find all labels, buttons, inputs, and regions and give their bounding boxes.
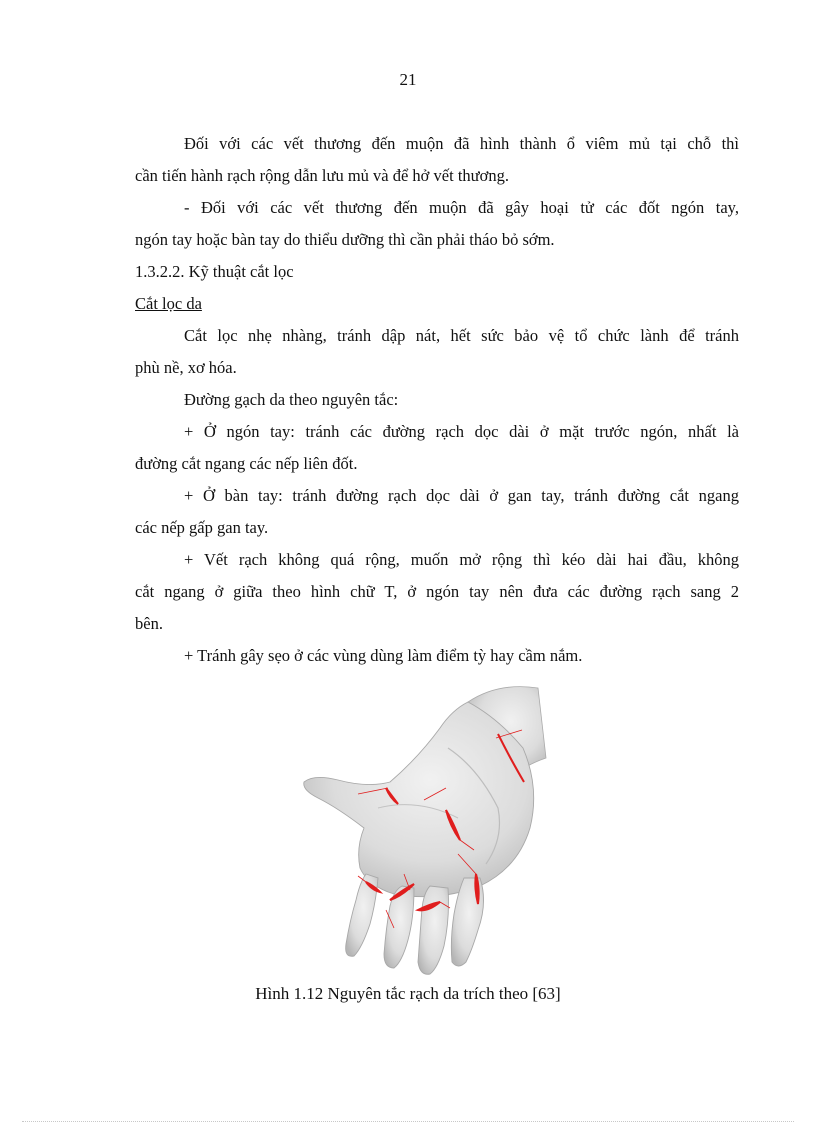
paragraph-line: + Ở bàn tay: tránh đường rạch dọc dài ở gan tay, tránh đường cắt ngang <box>184 486 739 505</box>
paragraph-line: cắt ngang ở giữa theo hình chữ T, ở ngón tay nên đưa các đường rạch sang 2 <box>135 582 739 601</box>
paragraph-line: phù nề, xơ hóa. <box>135 358 237 377</box>
paragraph-line: + Tránh gây sẹo ở các vùng dùng làm điểm tỳ hay cầm nắm. <box>184 646 583 665</box>
ring-finger <box>384 886 414 968</box>
paragraph-line: + Ở ngón tay: tránh các đường rạch dọc dài ở mặt trước ngón, nhất là <box>184 422 739 441</box>
subsection-heading: Cắt lọc da <box>135 294 202 313</box>
page-bottom-divider <box>22 1121 794 1122</box>
paragraph-line: bên. <box>135 614 163 633</box>
palm <box>304 702 534 897</box>
body-text <box>135 128 739 672</box>
figure-caption: Hình 1.12 Nguyên tắc rạch da trích theo [63] <box>255 984 561 1003</box>
paragraph-line: Đối với các vết thương đến muộn đã hình thành ổ viêm mủ tại chỗ thì <box>184 134 739 153</box>
page-number: 21 <box>399 70 417 89</box>
paragraph-line: ngón tay hoặc bàn tay do thiểu dưỡng thì cần phải tháo bỏ sớm. <box>135 230 555 249</box>
section-heading: 1.3.2.2. Kỹ thuật cắt lọc <box>135 262 294 281</box>
paragraph-line: - Đối với các vết thương đến muộn đã gây hoại tử các đốt ngón tay, <box>184 198 739 217</box>
paragraph-line: các nếp gấp gan tay. <box>135 518 269 537</box>
paragraph-line: + Vết rạch không quá rộng, muốn mở rộng thì kéo dài hai đầu, không <box>184 550 739 569</box>
middle-finger <box>418 886 449 974</box>
paragraph-line: cần tiến hành rạch rộng dẫn lưu mủ và để hở vết thương. <box>135 166 509 185</box>
paragraph-line: đường cắt ngang các nếp liên đốt. <box>135 454 358 473</box>
hand-illustration <box>298 678 548 978</box>
hand-incision-figure <box>298 678 548 978</box>
paragraph-line: Đường gạch da theo nguyên tắc: <box>184 390 399 409</box>
paragraph-line: Cắt lọc nhẹ nhàng, tránh dập nát, hết sức bảo vệ tổ chức lành để tránh <box>184 326 739 345</box>
